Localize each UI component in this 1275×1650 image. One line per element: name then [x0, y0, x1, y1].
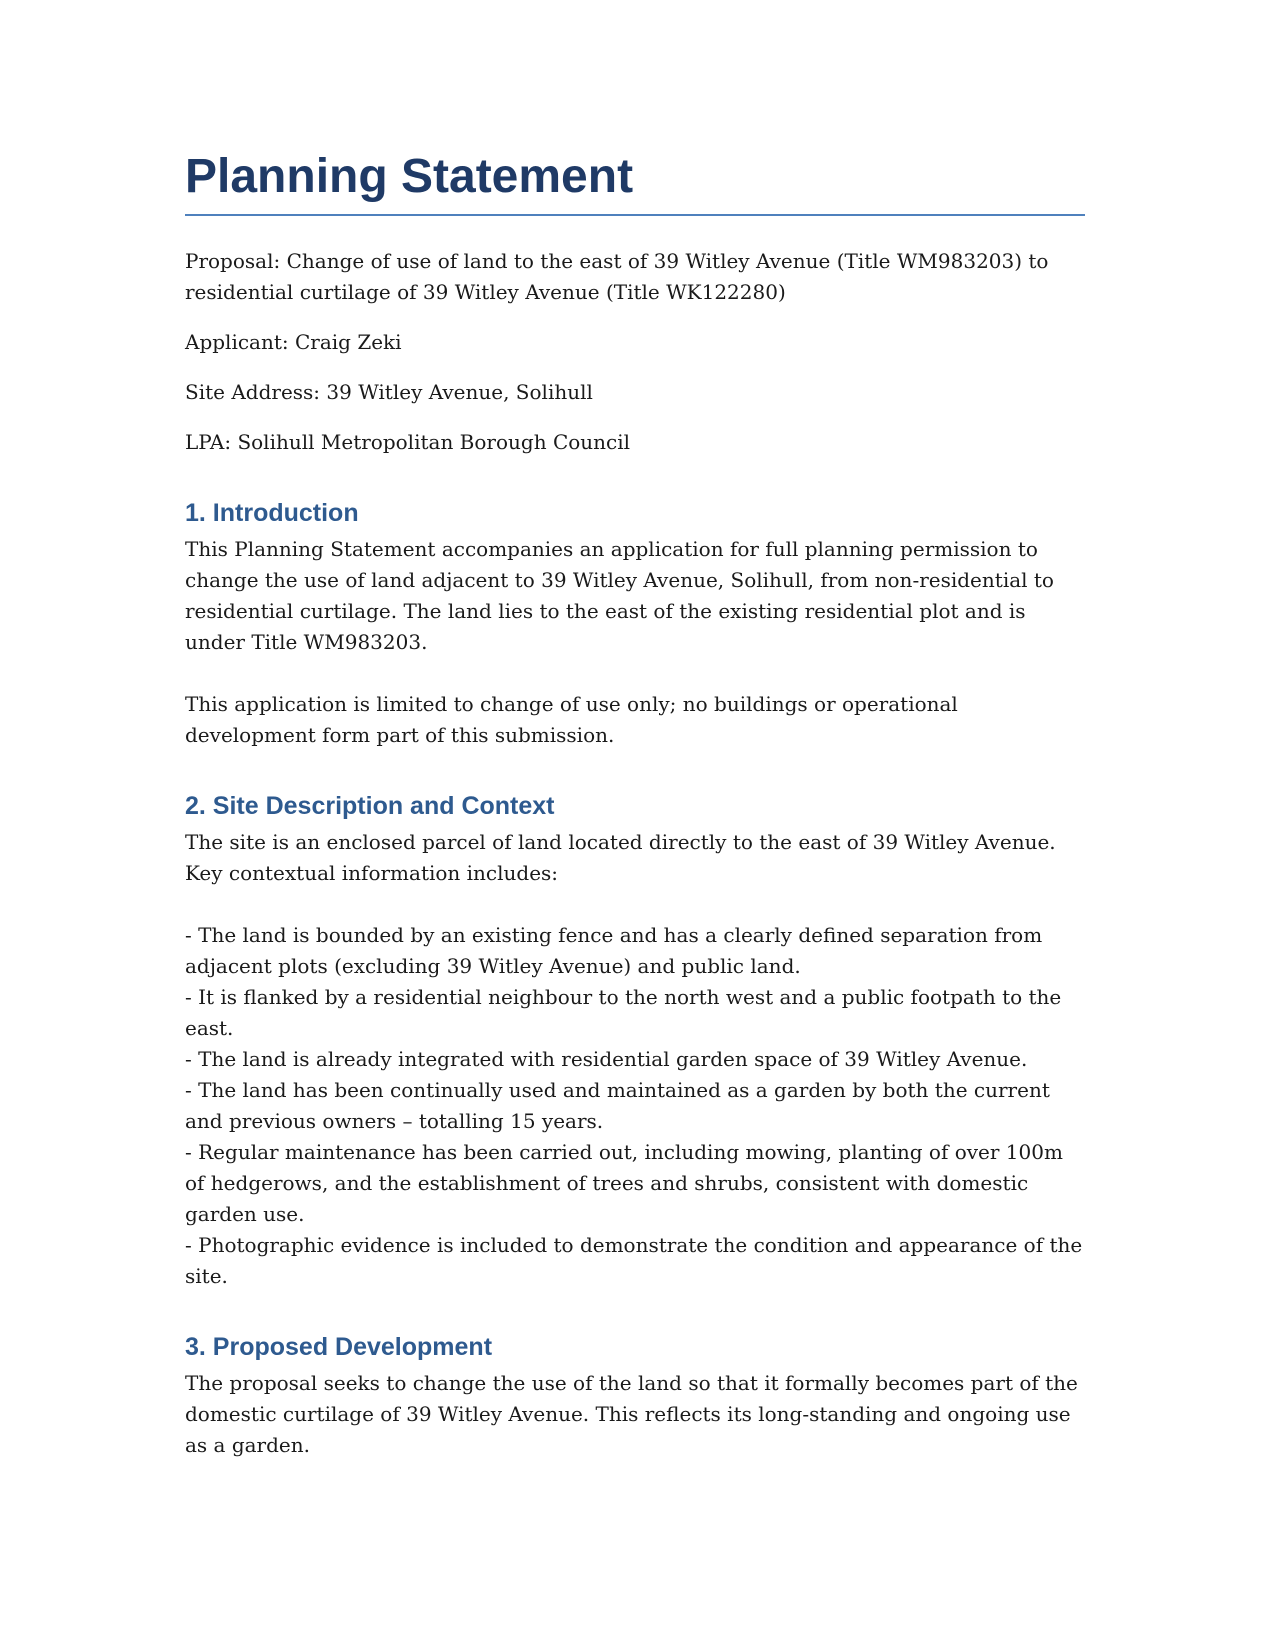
bullet-item: - The land has been continually used and maintained as a garden by both the current and previous owners – totalling 15 years.	[185, 1077, 1050, 1133]
document-content	[185, 148, 1085, 1461]
section-site-description	[185, 791, 1085, 1292]
bullet-item: - Photographic evidence is included to demonstrate the condition and appearance of the site.	[185, 1232, 1083, 1288]
bullet-item: - The land is already integrated with residential garden space of 39 Witley Avenue.	[185, 1046, 1028, 1071]
section-proposed-development	[185, 1332, 1085, 1461]
section-heading: 2. Site Description and Context	[185, 791, 555, 820]
bullet-item: - Regular maintenance has been carried out, including mowing, planting of over 100m of hedgerows, and the establishment of trees and shrubs, consistent with domestic garden use.	[185, 1139, 1063, 1226]
paragraph: The proposal seeks to change the use of the land so that it formally becomes part of the domestic curtilage of 39 Witley Avenue. This reflects its long-standing and ongoing use as a garden.	[185, 1370, 1078, 1457]
site-address-text: Site Address: 39 Witley Avenue, Solihull	[185, 379, 593, 404]
paragraph: This Planning Statement accompanies an application for full planning permission to change the use of land adjacent to 39 Witley Avenue, Solihull, from non-residential to residential curtilage. The land lies to the east of the existing residential plot and is under Title WM983203.	[185, 536, 1054, 654]
applicant-text: Applicant: Craig Zeki	[185, 329, 402, 354]
meta-block	[185, 246, 1085, 458]
proposal-text: Proposal: Change of use of land to the east of 39 Witley Avenue (Title WM983203) to residential curtilage of 39 Witley Avenue (Title WK122280)	[185, 248, 1049, 304]
section-heading: 3. Proposed Development	[185, 1332, 493, 1361]
bullet-item: - The land is bounded by an existing fence and has a clearly defined separation from adjacent plots (excluding 39 Witley Avenue) and public land.	[185, 922, 1043, 978]
section-heading: 1. Introduction	[185, 498, 359, 527]
lpa-text: LPA: Solihull Metropolitan Borough Council	[185, 429, 631, 454]
bullet-item: - It is flanked by a residential neighbour to the north west and a public footpath to the east.	[185, 984, 1062, 1040]
paragraph: The site is an enclosed parcel of land located directly to the east of 39 Witley Avenue. Key contextual information includes:	[185, 829, 1056, 885]
paragraph: This application is limited to change of use only; no buildings or operational development form part of this submission.	[185, 691, 958, 747]
section-introduction	[185, 498, 1085, 751]
page-title: Planning Statement	[185, 148, 1085, 216]
bullet-list	[185, 920, 1085, 1292]
